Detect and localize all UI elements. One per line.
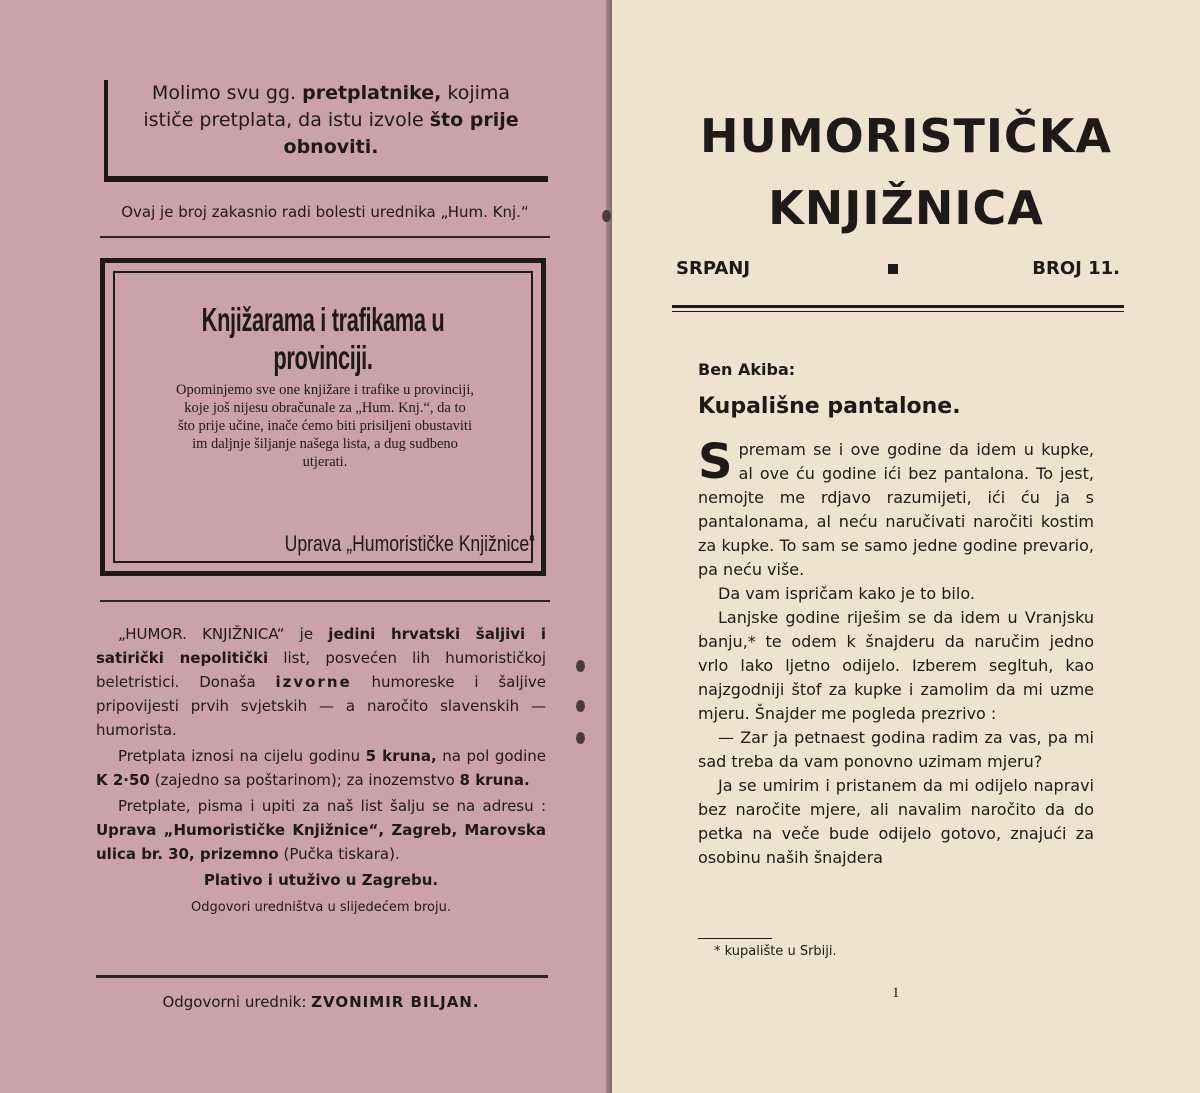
drop-cap: S bbox=[698, 434, 733, 490]
replies-line: Odgovori uredništva u slijedećem broju. bbox=[191, 900, 451, 915]
magazine-title bbox=[612, 100, 1200, 244]
provincial-notice-box bbox=[100, 258, 546, 576]
binding-hole bbox=[576, 660, 585, 672]
story-paragraph-2: Da vam ispričam kako je to bilo. bbox=[718, 584, 975, 603]
editor-line bbox=[96, 993, 546, 1011]
magazine-title-line1: HUMORISTIČKA bbox=[700, 109, 1112, 163]
notice-line1-pre: Molimo svu gg. bbox=[151, 82, 297, 104]
notice-line1-post: kojima bbox=[447, 82, 511, 104]
story-paragraph-1 bbox=[698, 434, 1094, 582]
desc-text: list, posvećen lih humorističkoj beletristici. Donaša bbox=[96, 649, 546, 691]
notice-line1-bold: pretplatnike, bbox=[302, 82, 442, 104]
desc-bold: K 2·50 bbox=[96, 771, 150, 789]
desc-text: humoreske i šaljive pripovijesti prvih svjetskih — a naročito slavenskih — humorista. bbox=[96, 673, 546, 739]
divider bbox=[100, 236, 550, 238]
provincial-inner-frame bbox=[113, 271, 533, 563]
header-rule bbox=[672, 305, 1124, 308]
story-text: premam se i ove godine da idem u kupke, al ove ću godine ići bez pantalona. To jest, nemojte me rdjavo razumijeti, ići ću ja s pantalonama, al neću naručivati naročiti kostim za kupke. To sam se samo jedne godine prevario, pa neću više. bbox=[698, 440, 1094, 579]
story-paragraph-5: Ja se umirim i pristanem da mi odijelo napravi bez naročite mjere, ali navalim naročito da do petka na veče bude odijelo gotovo, znajući za osobinu naših šnajdera bbox=[698, 776, 1094, 867]
desc-bold: jedini hrvatski šaljivi i satirički nepolitički bbox=[96, 625, 546, 667]
provincial-body: Opominjemo sve one knjižare i trafike u provinciji, koje još nijesu obračunale za „Hum. Knj.“, da to što prije učine, inače ćemo biti prisiljeni obustaviti im daljnje šiljanje našega lista, a dug sudbeno utjerati. bbox=[176, 382, 474, 470]
editor-label: Odgovorni urednik: bbox=[162, 993, 307, 1011]
story-paragraph-3: Lanjske godine riješim se da idem u Vranjsku banju,* te odem k šnajderu da naručim jedno vrlo lako ljetno odijelo. Izberem segltuh, kao najzgodniji štof za kupke i zamolim da mi uzme mjeru. Šnajder me pogleda prezrivo : bbox=[698, 608, 1094, 723]
story-paragraph-4: — Zar ja petnaest godina radim za vas, pa mi sad treba da vam ponovno uzimam mjeru? bbox=[698, 728, 1094, 771]
binding-hole bbox=[576, 732, 585, 744]
description-paragraph-3 bbox=[96, 794, 546, 866]
footnote: * kupalište u Srbiji. bbox=[714, 944, 837, 959]
story-title: Kupališne pantalone. bbox=[698, 394, 961, 419]
desc-text: (zajedno sa poštarinom); za inozemstvo bbox=[154, 771, 455, 789]
desc-text: „HUMOR. KNJIŽNICA“ je bbox=[118, 625, 314, 643]
payable-line: Plativo i utuživo u Zagrebu. bbox=[203, 871, 439, 889]
divider bbox=[100, 600, 550, 602]
late-notice: Ovaj je broj zakasnio radi bolesti urednika „Hum. Knj.“ bbox=[121, 203, 529, 221]
story-body bbox=[698, 434, 1094, 870]
divider bbox=[96, 975, 548, 978]
desc-text: Pretplate, pisma i upiti za naš list šalju se na adresu : bbox=[118, 797, 546, 815]
desc-text: Pretplata iznosi na cijelu godinu bbox=[118, 747, 361, 765]
footnote-rule bbox=[698, 938, 772, 939]
notice-text bbox=[126, 80, 536, 161]
page-number: 1 bbox=[892, 985, 900, 1001]
binding-hole bbox=[602, 210, 611, 222]
desc-text: na pol godine bbox=[442, 747, 546, 765]
description-paragraph-2 bbox=[96, 744, 546, 792]
header-rule-thin bbox=[672, 311, 1124, 312]
desc-bold: Uprava „Humorističke Knjižnice“, Zagreb, Marovska ulica br. 30, prizemno bbox=[96, 821, 546, 863]
magazine-description bbox=[96, 622, 546, 922]
desc-text: (Pučka tiskara). bbox=[283, 845, 400, 863]
notice-left-bar bbox=[104, 80, 108, 180]
notice-line2-bold: što prije bbox=[429, 109, 519, 131]
notice-bottom-bar bbox=[104, 176, 548, 182]
desc-spaced: izvorne bbox=[275, 673, 352, 691]
desc-bold: 5 kruna, bbox=[365, 747, 437, 765]
square-ornament-icon bbox=[888, 264, 898, 274]
issue-number: BROJ 11. bbox=[1032, 258, 1120, 279]
provincial-title: Knjižarama i trafikama u provinciji. bbox=[201, 301, 445, 376]
binding-hole bbox=[576, 700, 585, 712]
notice-line2-pre: ističe pretplata, da istu izvole bbox=[143, 109, 424, 131]
notice-line3-bold: obnoviti. bbox=[283, 136, 379, 158]
issue-month: SRPANJ bbox=[676, 258, 751, 279]
story-author: Ben Akiba: bbox=[698, 360, 796, 379]
desc-bold: 8 kruna. bbox=[459, 771, 530, 789]
editor-name: ZVONIMIR BILJAN. bbox=[311, 993, 480, 1011]
provincial-signature: Uprava „Humorističke Knjižnice“ bbox=[284, 531, 535, 556]
description-paragraph-1 bbox=[96, 622, 546, 742]
magazine-title-line2: KNJIŽNICA bbox=[768, 181, 1044, 235]
subscription-notice bbox=[104, 80, 548, 180]
